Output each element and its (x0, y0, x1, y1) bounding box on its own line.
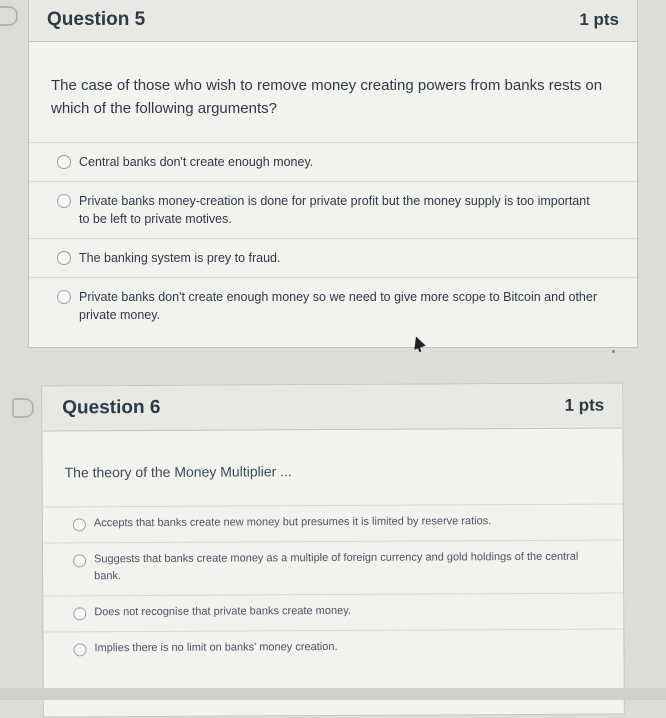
question-6-flag-icon[interactable] (12, 398, 34, 418)
question-5-header (29, 0, 637, 42)
answer-label: Private banks don't create enough money so we need to give more scope to Bitcoin and other private money. (79, 290, 597, 322)
radio-button[interactable] (57, 251, 71, 265)
question-6-text: The theory of the Money Multiplier ... (64, 463, 292, 481)
radio-button[interactable] (57, 155, 71, 169)
question-6-card (41, 382, 625, 717)
question-5-card (28, 0, 638, 348)
question-5-answer-4[interactable] (29, 277, 637, 334)
question-5-answer-1[interactable] (29, 142, 637, 181)
question-6-header (42, 383, 622, 431)
question-6-title: Question 6 (62, 396, 161, 419)
question-5-answers (29, 142, 637, 334)
question-6-answer-1[interactable] (43, 503, 623, 542)
answer-label: Private banks money-creation is done for private profit but the money supply is too important to be left to private motives. (79, 194, 590, 226)
radio-button[interactable] (73, 643, 86, 656)
answer-label: The banking system is prey to fraud. (79, 251, 281, 265)
question-5-answer-2[interactable] (29, 181, 637, 238)
question-5-text: The case of those who wish to remove money creating powers from banks rests on which of the following arguments? (51, 77, 603, 117)
answer-label: Suggests that banks create money as a multiple of foreign currency and gold holdings of the central bank. (94, 550, 579, 583)
radio-button[interactable] (73, 518, 86, 531)
question-6-answers (43, 503, 624, 667)
radio-button[interactable] (73, 607, 86, 620)
screen-bottom-edge (0, 688, 666, 700)
question-5-title: Question 5 (47, 9, 146, 30)
question-6-answer-2[interactable] (43, 539, 623, 595)
question-6-answer-4[interactable] (43, 628, 623, 667)
question-5-answer-3[interactable] (29, 238, 637, 277)
answer-label: Implies there is no limit on banks' money creation. (94, 640, 338, 655)
answer-label: Accepts that banks create new money but presumes it is limited by reserve ratios. (93, 515, 492, 530)
radio-button[interactable] (57, 194, 71, 208)
answer-label: Central banks don't create enough money. (79, 155, 314, 169)
question-5-flag-icon[interactable] (0, 6, 18, 26)
radio-button[interactable] (57, 290, 71, 304)
radio-button[interactable] (73, 554, 86, 567)
question-6-points: 1 pts (564, 395, 605, 415)
question-5-points: 1 pts (579, 10, 619, 29)
dust-speck (612, 350, 615, 353)
answer-label: Does not recognise that private banks create money. (94, 604, 351, 619)
question-6-answer-3[interactable] (43, 592, 623, 631)
